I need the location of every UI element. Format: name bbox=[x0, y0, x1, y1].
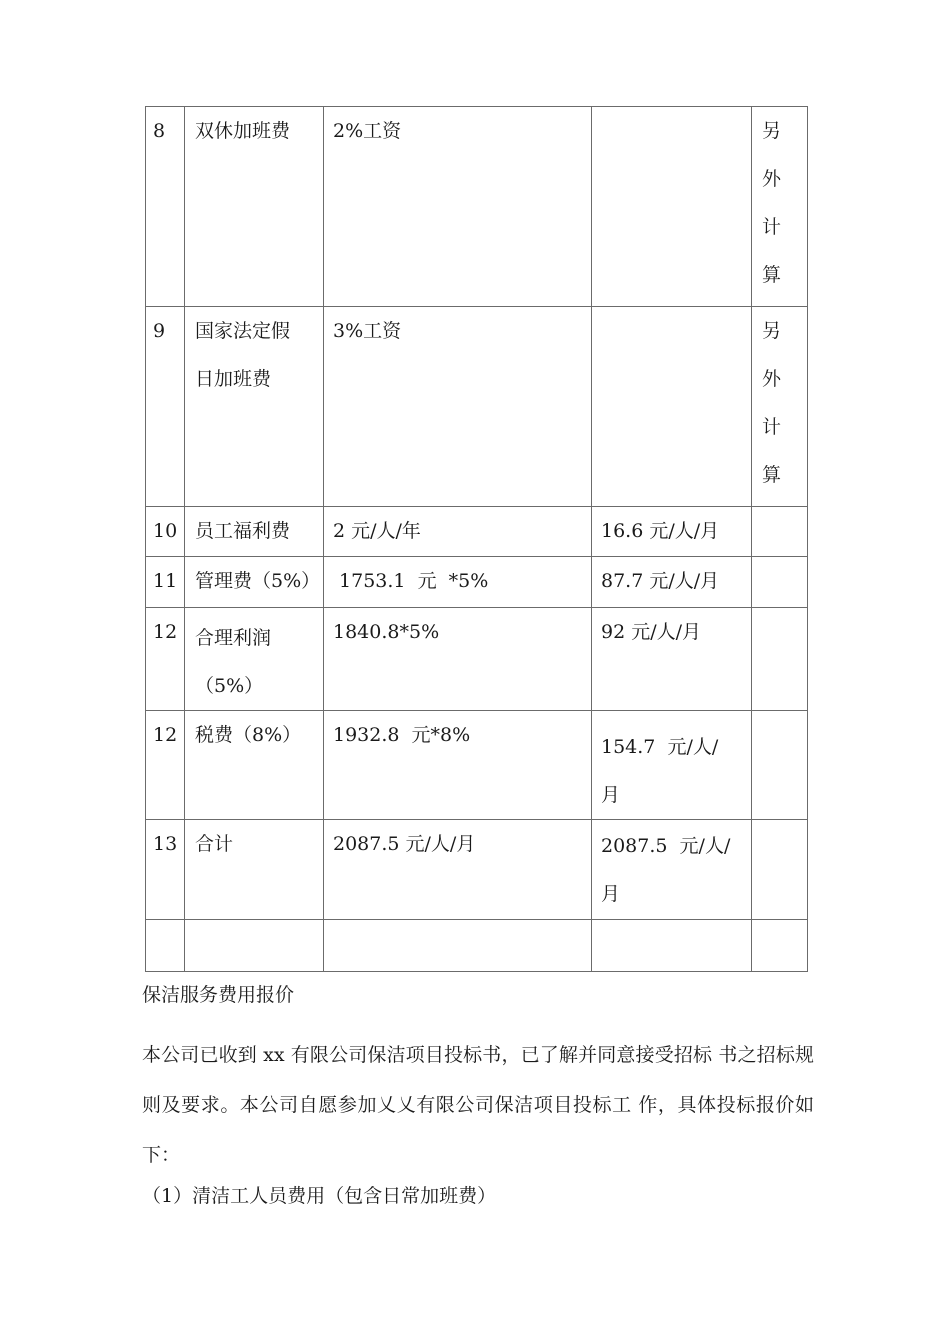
row-number: 13 bbox=[146, 820, 185, 920]
standard: 1840.8*5% bbox=[324, 608, 592, 711]
amount-line: 月 bbox=[601, 784, 621, 806]
item-line: 税费（8%） bbox=[195, 724, 302, 746]
remark-char: 外 bbox=[762, 368, 782, 390]
remark-char: 计 bbox=[762, 216, 782, 238]
row-number: 9 bbox=[146, 307, 185, 507]
item-name bbox=[185, 107, 324, 307]
remark bbox=[752, 711, 808, 820]
row-number bbox=[146, 920, 185, 972]
table-row bbox=[146, 920, 808, 972]
item-name bbox=[185, 920, 324, 972]
amount-line: 2087.5 元/人/ bbox=[601, 835, 731, 857]
remark bbox=[752, 820, 808, 920]
sub-heading: （1）清洁工人员费用（包含日常加班费） bbox=[142, 1185, 497, 1207]
table-row bbox=[146, 711, 808, 820]
amount-line: 16.6 元/人/月 bbox=[601, 520, 720, 542]
amount bbox=[592, 608, 752, 711]
standard: 2 元/人/年 bbox=[324, 507, 592, 557]
item-line: 管理费（5%） bbox=[195, 570, 321, 592]
item-name bbox=[185, 307, 324, 507]
item-line: 合理利润 bbox=[195, 627, 272, 649]
standard: 1932.8 元*8% bbox=[324, 711, 592, 820]
remark bbox=[752, 507, 808, 557]
standard: 2087.5 元/人/月 bbox=[324, 820, 592, 920]
amount bbox=[592, 107, 752, 307]
item-name bbox=[185, 557, 324, 608]
item-line: 双休加班费 bbox=[195, 120, 291, 142]
table-row bbox=[146, 557, 808, 608]
item-line: 合计 bbox=[195, 833, 234, 855]
section-title: 保洁服务费用报价 bbox=[142, 984, 295, 1006]
remark bbox=[752, 107, 808, 307]
remark bbox=[752, 557, 808, 608]
item-line: 员工福利费 bbox=[195, 520, 291, 542]
remark-char: 算 bbox=[762, 264, 782, 286]
amount bbox=[592, 507, 752, 557]
amount-line: 92 元/人/月 bbox=[601, 621, 702, 643]
cost-table bbox=[145, 106, 808, 972]
amount bbox=[592, 711, 752, 820]
remark-char: 算 bbox=[762, 464, 782, 486]
body-paragraph: 本公司已收到 xx 有限公司保洁项目投标书，已了解并同意接受招标 书之招标规则及要求。本公司自愿参加乂乂有限公司保洁项目投标工 作，具体投标报价如下： bbox=[142, 1044, 814, 1166]
amount bbox=[592, 820, 752, 920]
item-name bbox=[185, 507, 324, 557]
amount bbox=[592, 920, 752, 972]
row-number: 8 bbox=[146, 107, 185, 307]
item-line: 日加班费 bbox=[195, 368, 272, 390]
remark-char: 另 bbox=[762, 120, 782, 142]
item-name bbox=[185, 711, 324, 820]
row-number: 10 bbox=[146, 507, 185, 557]
table-row bbox=[146, 507, 808, 557]
row-number: 12 bbox=[146, 711, 185, 820]
table-row bbox=[146, 107, 808, 307]
amount-line: 月 bbox=[601, 883, 621, 905]
remark-char: 外 bbox=[762, 168, 782, 190]
table-row bbox=[146, 608, 808, 711]
row-number: 11 bbox=[146, 557, 185, 608]
standard: 2%工资 bbox=[324, 107, 592, 307]
standard bbox=[324, 920, 592, 972]
remark-char: 另 bbox=[762, 320, 782, 342]
table-row bbox=[146, 820, 808, 920]
standard: 3%工资 bbox=[324, 307, 592, 507]
amount-line: 154.7 元/人/ bbox=[601, 736, 719, 758]
standard: 1753.1 元 *5% bbox=[324, 557, 592, 608]
amount bbox=[592, 557, 752, 608]
item-name bbox=[185, 820, 324, 920]
amount-line: 87.7 元/人/月 bbox=[601, 570, 720, 592]
item-name bbox=[185, 608, 324, 711]
remark bbox=[752, 920, 808, 972]
row-number: 12 bbox=[146, 608, 185, 711]
table-row bbox=[146, 307, 808, 507]
remark bbox=[752, 307, 808, 507]
remark bbox=[752, 608, 808, 711]
item-line: 国家法定假 bbox=[195, 320, 291, 342]
amount bbox=[592, 307, 752, 507]
remark-char: 计 bbox=[762, 416, 782, 438]
item-line: （5%） bbox=[195, 675, 264, 697]
